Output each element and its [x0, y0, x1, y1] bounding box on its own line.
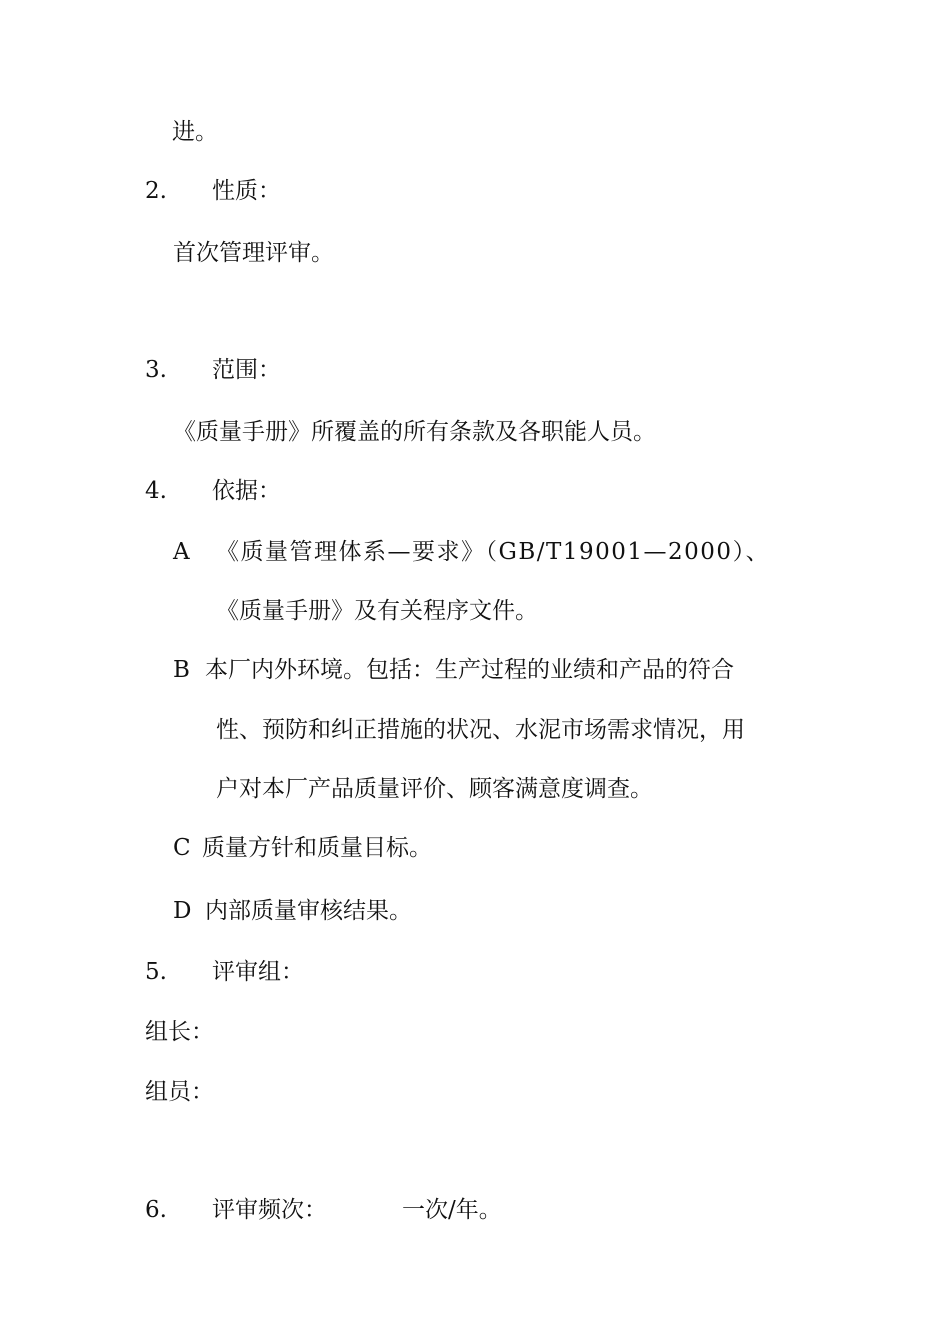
group-leader-label: 组长： [145, 1019, 214, 1045]
item-letter: B [173, 657, 190, 683]
section-number: 2. [145, 178, 167, 204]
section-number: 4. [145, 478, 167, 504]
item-line: 性、预防和纠正措施的状况、水泥市场需求情况，用 [216, 717, 745, 743]
item-line: 《质量手册》及有关程序文件。 [216, 598, 538, 624]
section-body: 《质量手册》所覆盖的所有条款及各职能人员。 [173, 419, 656, 445]
section-number: 6. [145, 1197, 167, 1223]
section-title: 评审频次： [212, 1197, 327, 1223]
section-title: 依据： [212, 478, 281, 504]
section-number: 3. [145, 357, 167, 383]
item-line: 户对本厂产品质量评价、顾客满意度调查。 [216, 776, 653, 802]
item-line: 质量方针和质量目标。 [202, 835, 432, 861]
frequency-value: 一次/年。 [402, 1197, 502, 1223]
section-body: 首次管理评审。 [173, 240, 334, 266]
section-title: 评审组： [212, 959, 304, 985]
continued-text: 进。 [172, 119, 218, 145]
item-letter: D [173, 898, 192, 924]
item-line: 本厂内外环境。包括：生产过程的业绩和产品的符合 [205, 657, 734, 683]
section-number: 5. [145, 959, 167, 985]
item-letter: A [173, 539, 190, 565]
item-line: 《质量管理体系—要求》（GB/T19001—2000）、 [216, 539, 771, 565]
item-line: 内部质量审核结果。 [205, 898, 412, 924]
section-title: 范围： [212, 357, 281, 383]
section-title: 性质： [212, 178, 281, 204]
item-letter: C [173, 835, 191, 861]
group-member-label: 组员： [145, 1079, 214, 1105]
